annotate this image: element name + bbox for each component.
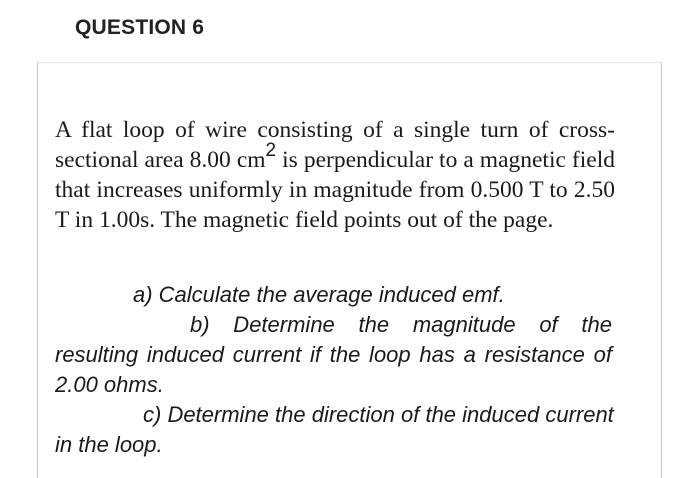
part-b-text: b) Determine the magnitude of the resulting induced current if the loop has a resistance of 2.00 ohms. (55, 312, 612, 397)
problem-text-part1: A flat loop of wire consisting of a single turn of cross-sectional area 8.00 cm (55, 117, 615, 173)
problem-statement (55, 115, 615, 235)
question-title: QUESTION 6 (75, 16, 205, 39)
question-header (0, 0, 700, 62)
problem-text-part2: is perpendicular to a magnetic field that increases uniformly in magnitude from 0.500 T to 2.50 T in 1.00s. The magnetic field points out of the page. (55, 147, 615, 233)
part-c-text: c) Determine the direction of the induced current in the loop. (55, 402, 614, 457)
area-exponent: 2 (265, 140, 277, 162)
part-a-text: a) Calculate the average induced emf. (133, 282, 505, 307)
